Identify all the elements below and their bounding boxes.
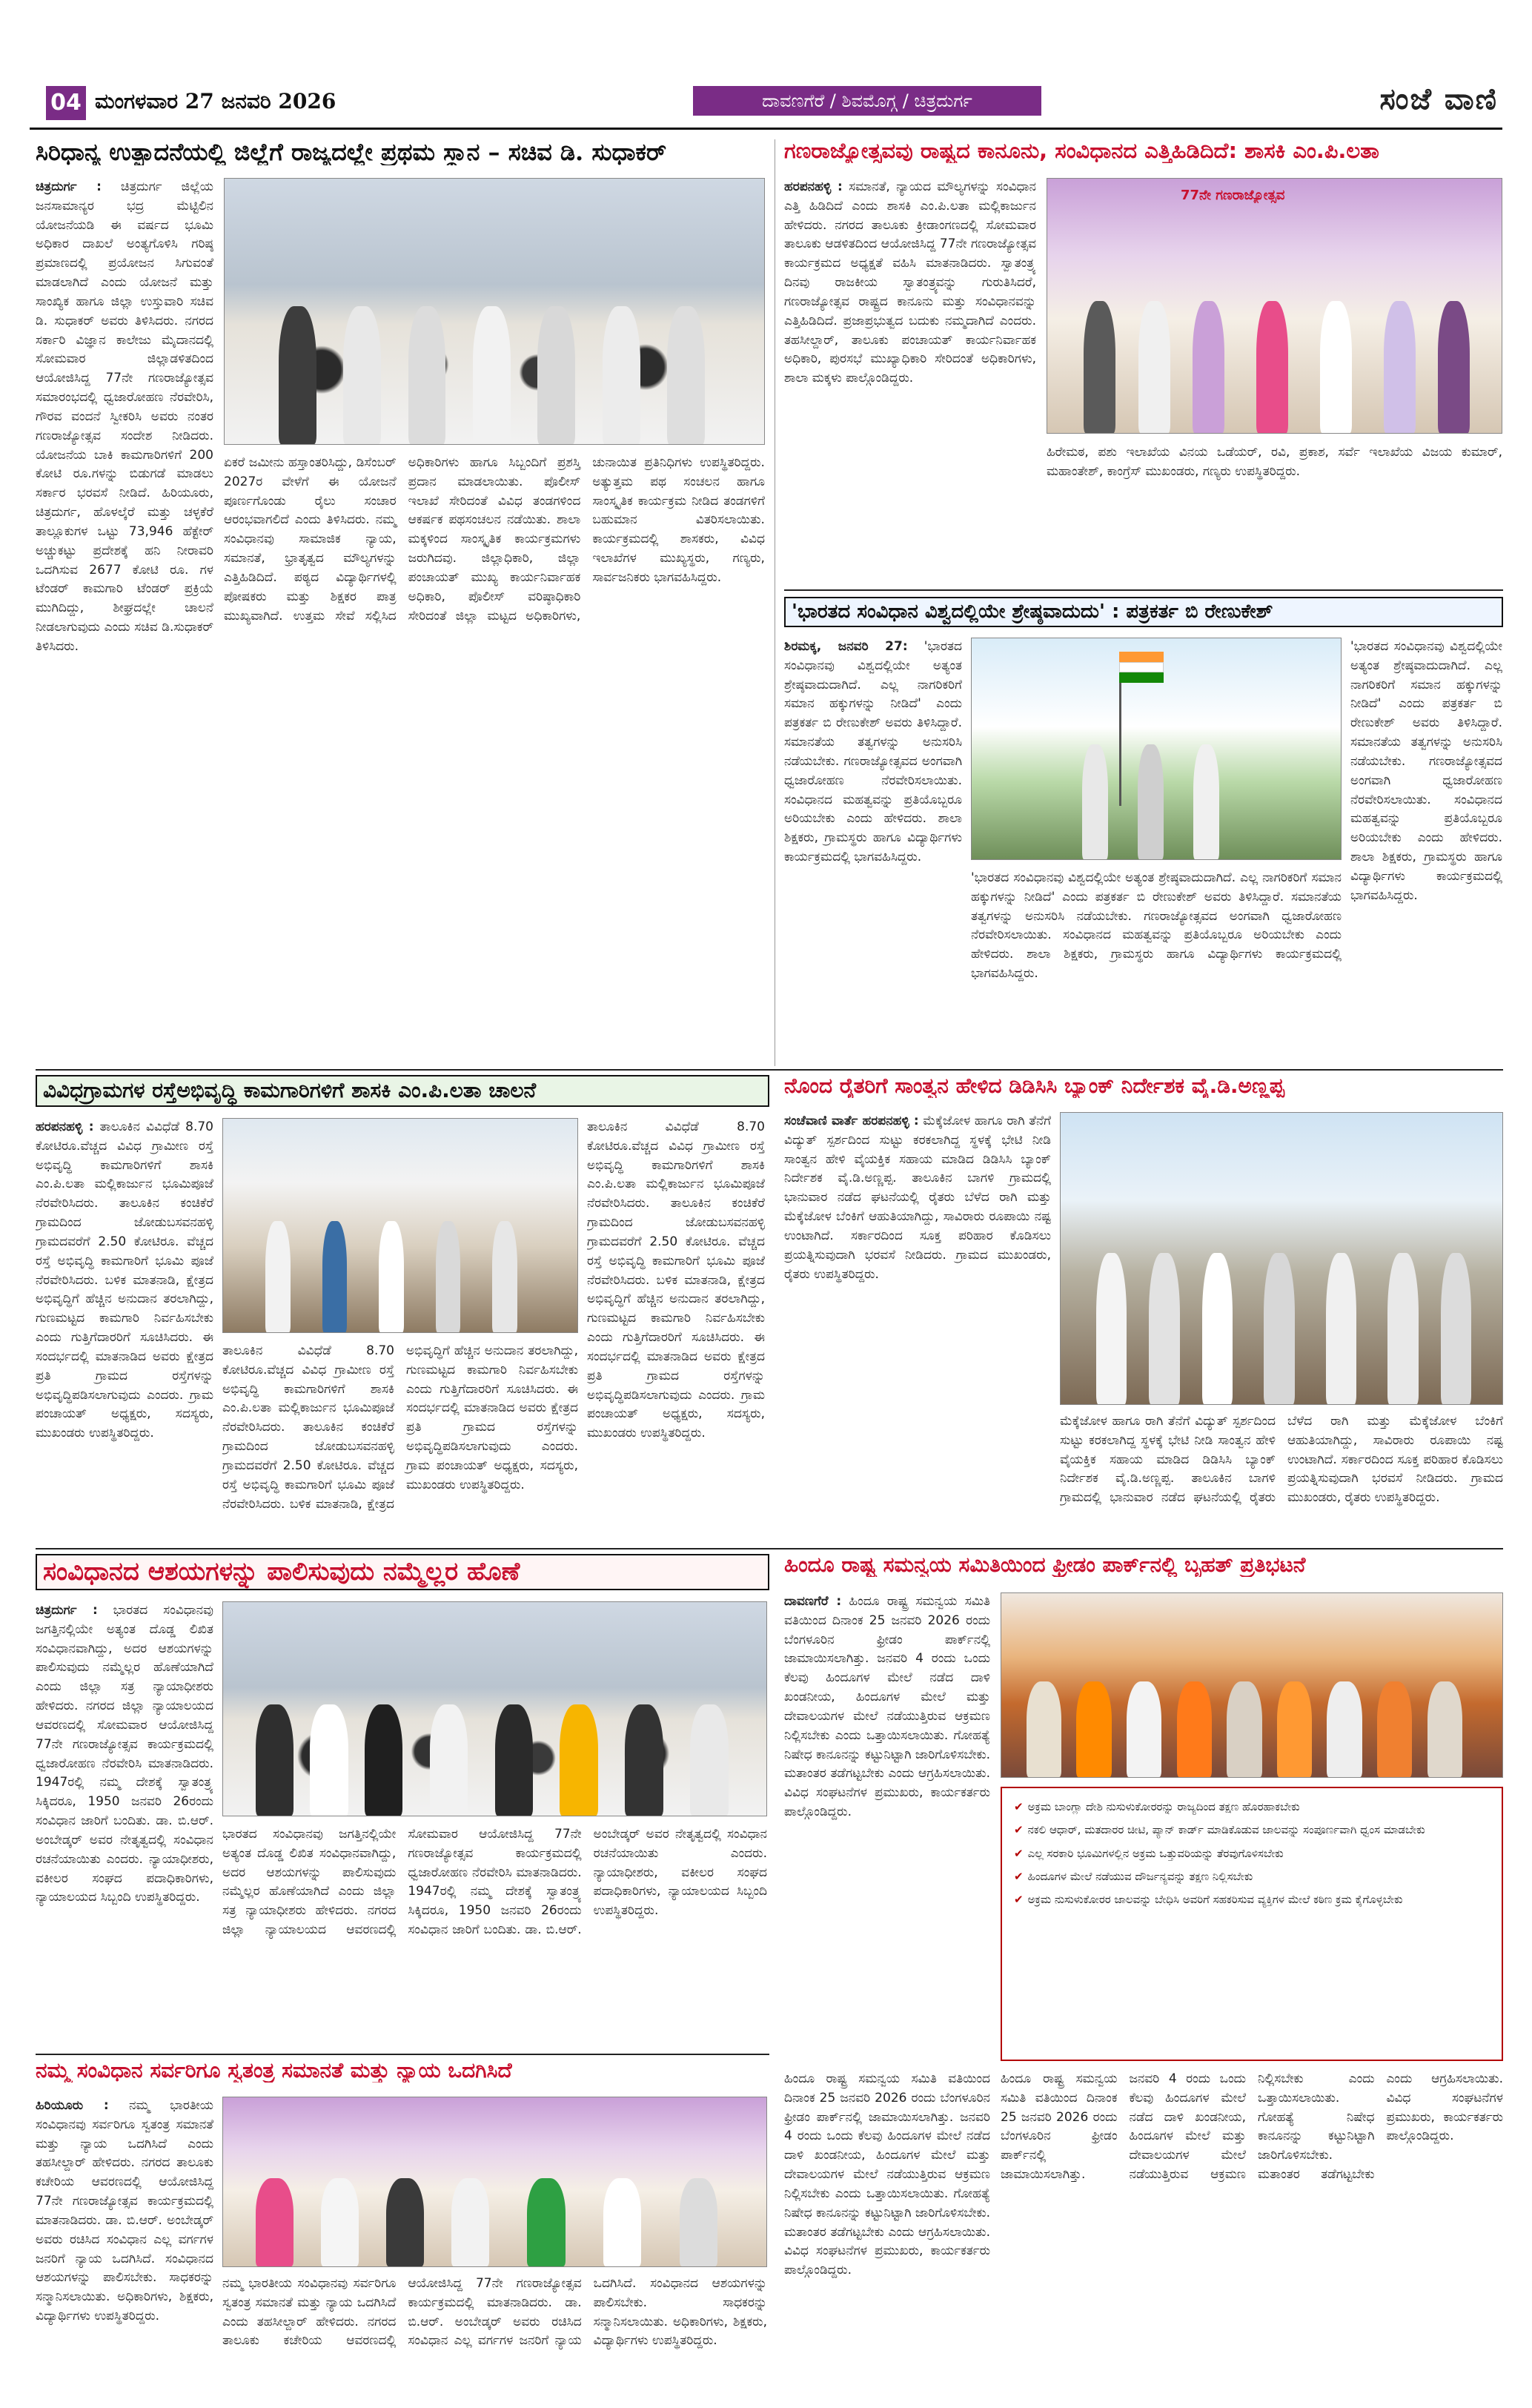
headline-road-works: ವಿವಿಧಗ್ರಾಮಗಳ ರಸ್ತೆಅಭಿವೃದ್ಧಿ ಕಾಮಗಾರಿಗಳಿಗೆ ಶಾಸಕಿ ಎಂ.ಪಿ.ಲತಾ ಚಾಲನೆ [36, 1075, 769, 1107]
article-text: 'ಭಾರತದ ಸಂವಿಧಾನವು ವಿಶ್ವದಲ್ಲಿಯೇ ಅತ್ಯಂತ ಶ್ರೇಷ್ಠವಾದುದಾಗಿದೆ. ಎಲ್ಲ ನಾಗರಿಕರಿಗೆ ಸಮಾನ ಹಕ್ಕುಗಳನ್ನು ನೀಡಿದೆ' ಎಂದು ಪತ್ರಕರ್ತ ಬಿ ರೇಣುಕೇಶ್ ಅವರು ತಿಳಿಸಿದ್ದಾರೆ. ಸಮಾನತೆಯ ತತ್ವಗಳನ್ನು ಅನುಸರಿಸಿ ನಡೆಯಬೇಕು. ಗಣರಾಜ್ಯೋತ್ಸವದ ಅಂಗವಾಗಿ ಧ್ವಜಾರೋಹಣ ನೆರವೇರಿಸಲಾಯಿತು. ಸಂವಿಧಾನದ ಮಹತ್ವವನ್ನು ಪ್ರತಿಯೊಬ್ಬರೂ ಅರಿಯಬೇಕು ಎಂದು ಹೇಳಿದರು. ಶಾಲಾ ಶಿಕ್ಷಕರು, ಗ್ರಾಮಸ್ಥರು ಹಾಗೂ ವಿದ್ಯಾರ್ಥಿಗಳು ಕಾರ್ಯಕ್ರಮದಲ್ಲಿ ಭಾಗವಹಿಸಿದ್ದರು. [784, 639, 962, 865]
headline-freedom-park-protest: ಹಿಂದೂ ರಾಷ್ಟ್ರ ಸಮನ್ವಯ ಸಮಿತಿಯಿಂದ ಫ್ರೀಡಂ ಪಾರ್ಕ್‌ನಲ್ಲಿ ಬೃಹತ್ ಪ್ರತಿಭಟನೆ [784, 1554, 1306, 1577]
article-constitution-ideals-cont: ಭಾರತದ ಸಂವಿಧಾನವು ಜಗತ್ತಿನಲ್ಲಿಯೇ ಅತ್ಯಂತ ದೊಡ್ಡ ಲಿಖಿತ ಸಂವಿಧಾನವಾಗಿದ್ದು, ಅದರ ಆಶಯಗಳನ್ನು ಪಾಲಿಸುವುದು ನಮ್ಮೆಲ್ಲರ ಹೊಣೆಯಾಗಿದೆ ಎಂದು ಜಿಲ್ಲಾ ಸತ್ರ ನ್ಯಾಯಾಧೀಶರು ಹೇಳಿದರು. ನಗರದ ಜಿಲ್ಲಾ ನ್ಯಾಯಾಲಯದ ಆವರಣದಲ್ಲಿ ಸೋಮವಾರ ಆಯೋಜಿಸಿದ್ದ 77ನೇ ಗಣರಾಜ್ಯೋತ್ಸವ ಕಾರ್ಯಕ್ರಮದಲ್ಲಿ ಧ್ವಜಾರೋಹಣ ನೆರವೇರಿಸಿ ಮಾತನಾಡಿದರು. 1947ರಲ್ಲಿ ನಮ್ಮ ದೇಶಕ್ಕೆ ಸ್ವಾತಂತ್ರ್ಯ ಸಿಕ್ಕಿದರೂ, 1950 ಜನವರಿ 26ರಂದು ಸಂವಿಧಾನ ಜಾರಿಗೆ ಬಂದಿತು. ಡಾ. ಬಿ.ಆರ್. ಅಂಬೇಡ್ಕರ್ ಅವರ ನೇತೃತ್ವದಲ್ಲಿ ಸಂವಿಧಾನ ರಚನೆಯಾಯಿತು ಎಂದರು. ನ್ಯಾಯಾಧೀಶರು, ವಕೀಲರ ಸಂಘದ ಪದಾಧಿಕಾರಿಗಳು, ನ್ಯಾಯಾಲಯದ ಸಿಬ್ಬಂದಿ ಉಪಸ್ಥಿತರಿದ್ದರು. [222, 1827, 767, 1938]
article-text: ಸಮಾನತೆ, ನ್ಯಾಯದ ಮೌಲ್ಯಗಳನ್ನು ಸಂವಿಧಾನ ಎತ್ತಿ ಹಿಡಿದಿದೆ ಎಂದು ಶಾಸಕಿ ಎಂ.ಪಿ.ಲತಾ ಮಲ್ಲಿಕಾರ್ಜುನ ಹೇಳಿದರು. ನಗರದ ತಾಲೂಕು ಕ್ರೀಡಾಂಗಣದಲ್ಲಿ ಸೋಮವಾರ ತಾಲೂಕು ಆಡಳಿತದಿಂದ ಆಯೋಜಿಸಿದ್ದ 77ನೇ ಗಣರಾಜ್ಯೋತ್ಸವ ಕಾರ್ಯಕ್ರಮದ ಅಧ್ಯಕ್ಷತೆ ವಹಿಸಿ ಮಾತನಾಡಿದರು. ಸ್ವಾತಂತ್ರ್ಯ ದಿನವು ರಾಜಕೀಯ ಸ್ವಾತಂತ್ರ್ಯವನ್ನು ಗುರುತಿಸಿದರೆ, ಗಣರಾಜ್ಯೋತ್ಸವ ರಾಷ್ಟ್ರದ ಕಾನೂನು ಮತ್ತು ಸಂವಿಧಾನವನ್ನು ಎತ್ತಿಹಿಡಿದಿದೆ. ಪ್ರಜಾಪ್ರಭುತ್ವದ ಬದುಕು ನಮ್ಮದಾಗಿದೆ ಎಂದರು. ತಹಸೀಲ್ದಾರ್, ತಾಲೂಕು ಪಂಚಾಯತ್ ಕಾರ್ಯನಿರ್ವಾಹಕ ಅಧಿಕಾರಿ, ಪುರಸಭೆ ಮುಖ್ಯಾಧಿಕಾರಿ ಸೇರಿದಂತೆ ಅಧಿಕಾರಿಗಳು, ಶಾಲಾ ಮಕ್ಕಳು ಪಾಲ್ಗೊಂಡಿದ್ದರು. [784, 179, 1036, 386]
photo-freedom-park-protest [1001, 1592, 1503, 1778]
protest-demands-box [1001, 1787, 1503, 2061]
article-text: ಚಿತ್ರದುರ್ಗ ಜಿಲ್ಲೆಯ ಜನಸಾಮಾನ್ಯರ ಭದ್ರ ಮೆಟ್ಟಿಲಿನ ಯೋಜನೆಯಡಿ ಈ ವರ್ಷದ ಭೂಮಿ ಅಧಿಕಾರ ದಾಖಲೆ ಅಂತ್ಯಗೊಳಿಸಿ ಗರಿಷ್ಠ ಪ್ರಮಾಣದಲ್ಲಿ ಪ್ರಯೋಜನ ಸಿಗುವಂತೆ ಮಾಡಲಾಗಿದೆ ಎಂದು ಯೋಜನೆ ಮತ್ತು ಸಾಂಖ್ಯಿಕ ಹಾಗೂ ಜಿಲ್ಲಾ ಉಸ್ತುವಾರಿ ಸಚಿವ ಡಿ. ಸುಧಾಕರ್ ಅವರು ತಿಳಿಸಿದರು. ನಗರದ ಸರ್ಕಾರಿ ವಿಜ್ಞಾನ ಕಾಲೇಜು ಮೈದಾನದಲ್ಲಿ ಸೋಮವಾರ ಜಿಲ್ಲಾಡಳಿತದಿಂದ ಆಯೋಜಿಸಿದ್ದ 77ನೇ ಗಣರಾಜ್ಯೋತ್ಸವ ಸಮಾರಂಭದಲ್ಲಿ ಧ್ವಜಾರೋಹಣ ನೆರವೇರಿಸಿ, ಗೌರವ ವಂದನೆ ಸ್ವೀಕರಿಸಿ ಅವರು ನಂತರ ಗಣರಾಜ್ಯೋತ್ಸವ ಸಂದೇಶ ನೀಡಿದರು. ಯೋಜನೆಯ ಬಾಕಿ ಕಾಮಗಾರಿಗಳಿಗೆ 200 ಕೋಟಿ ರೂ.ಗಳನ್ನು ಬಿಡುಗಡೆ ಮಾಡಲು ಸರ್ಕಾರ ಭರವಸೆ ನೀಡಿದೆ. ಹಿರಿಯೂರು, ಚಿತ್ರದುರ್ಗ, ಹೊಳಲ್ಕೆರೆ ಮತ್ತು ಚಳ್ಳಕೆರೆ ತಾಲ್ಲೂಕುಗಳ ಒಟ್ಟು 73,946 ಹೆಕ್ಟೇರ್ ಅಚ್ಚುಕಟ್ಟು ಪ್ರದೇಶಕ್ಕೆ ಹನಿ ನೀರಾವರಿ ಒದಗಿಸುವ 2677 ಕೋಟಿ ರೂ. ಗಳ ಟೆಂಡರ್ ಕಾಮಗಾರಿ ಟೆಂಡರ್ ಪ್ರಕ್ರಿಯೆ ಮುಗಿದಿದ್ದು, ಶೀಘ್ರದಲ್ಲೇ ಚಾಲನೆ ನೀಡಲಾಗುವುದು ಎಂದು ಸಚಿವ ಡಿ.ಸುಧಾಕರ್ ತಿಳಿಸಿದರು. [36, 179, 213, 654]
photo-ministers-saluting [224, 178, 765, 445]
demand-item: ✔ ಹಿಂದೂಗಳ ಮೇಲೆ ನಡೆಯುವ ದೌರ್ಜನ್ಯವನ್ನು ತಕ್ಷಣ ನಿಲ್ಲಿಸಬೇಕು [1014, 1869, 1253, 1883]
article-republic-day-body [784, 178, 1036, 578]
article-text: ಮೆಕ್ಕೆಜೋಳ ಹಾಗೂ ರಾಗಿ ತೆನೆಗೆ ವಿದ್ಯುತ್ ಸ್ಪರ್ಶದಿಂದ ಸುಟ್ಟು ಕರಕಲಾಗಿದ್ದ ಸ್ಥಳಕ್ಕೆ ಭೇಟಿ ನೀಡಿ ಸಾಂತ್ವನ ಹೇಳಿ ವೈಯಕ್ತಿಕ ಸಹಾಯ ಮಾಡಿದ ಡಿಡಿಸಿಸಿ ಬ್ಯಾಂಕ್ ನಿರ್ದೇಶಕ ವೈ.ಡಿ.ಅಣ್ಣಪ್ಪ. ತಾಲೂಕಿನ ಬಾಗಳಿ ಗ್ರಾಮದಲ್ಲಿ ಭಾನುವಾರ ನಡೆದ ಘಟನೆಯಲ್ಲಿ ರೈತರು ಬೆಳೆದ ರಾಗಿ ಮತ್ತು ಮೆಕ್ಕೆಜೋಳ ಬೆಂಕಿಗೆ ಆಹುತಿಯಾಗಿದ್ದು, ಸಾವಿರಾರು ರೂಪಾಯಿ ನಷ್ಟ ಉಂಟಾಗಿದೆ. ಸರ್ಕಾರದಿಂದ ಸೂಕ್ತ ಪರಿಹಾರ ಕೊಡಿಸಲು ಪ್ರಯತ್ನಿಸುವುದಾಗಿ ಭರವಸೆ ನೀಡಿದರು. ಗ್ರಾಮದ ಮುಖಂಡರು, ರೈತರು ಉಪಸ್ಥಿತರಿದ್ದರು. [784, 1114, 1051, 1282]
dateline: ಹರಪನಹಳ್ಳಿ : [36, 1119, 94, 1134]
dateline: ಹಿರಿಯೂರು : [36, 2098, 109, 2113]
article-constitution-journalist-cont2: 'ಭಾರತದ ಸಂವಿಧಾನವು ವಿಶ್ವದಲ್ಲಿಯೇ ಅತ್ಯಂತ ಶ್ರೇಷ್ಠವಾದುದಾಗಿದೆ. ಎಲ್ಲ ನಾಗರಿಕರಿಗೆ ಸಮಾನ ಹಕ್ಕುಗಳನ್ನು ನೀಡಿದೆ' ಎಂದು ಪತ್ರಕರ್ತ ಬಿ ರೇಣುಕೇಶ್ ಅವರು ತಿಳಿಸಿದ್ದಾರೆ. ಸಮಾನತೆಯ ತತ್ವಗಳನ್ನು ಅನುಸರಿಸಿ ನಡೆಯಬೇಕು. ಗಣರಾಜ್ಯೋತ್ಸವದ ಅಂಗವಾಗಿ ಧ್ವಜಾರೋಹಣ ನೆರವೇರಿಸಲಾಯಿತು. ಸಂವಿಧಾನದ ಮಹತ್ವವನ್ನು ಪ್ರತಿಯೊಬ್ಬರೂ ಅರಿಯಬೇಕು ಎಂದು ಹೇಳಿದರು. ಶಾಲಾ ಶಿಕ್ಷಕರು, ಗ್ರಾಮಸ್ಥರು ಹಾಗೂ ವಿದ್ಯಾರ್ಥಿಗಳು ಕಾರ್ಯಕ್ರಮದಲ್ಲಿ ಭಾಗವಹಿಸಿದ್ದರು. [971, 870, 1342, 982]
article-text: ಭಾರತದ ಸಂವಿಧಾನವು ಜಗತ್ತಿನಲ್ಲಿಯೇ ಅತ್ಯಂತ ದೊಡ್ಡ ಲಿಖಿತ ಸಂವಿಧಾನವಾಗಿದ್ದು, ಅದರ ಆಶಯಗಳನ್ನು ಪಾಲಿಸುವುದು ನಮ್ಮೆಲ್ಲರ ಹೊಣೆಯಾಗಿದೆ ಎಂದು ಜಿಲ್ಲಾ ಸತ್ರ ನ್ಯಾಯಾಧೀಶರು ಹೇಳಿದರು. ನಗರದ ಜಿಲ್ಲಾ ನ್ಯಾಯಾಲಯದ ಆವರಣದಲ್ಲಿ ಸೋಮವಾರ ಆಯೋಜಿಸಿದ್ದ 77ನೇ ಗಣರಾಜ್ಯೋತ್ಸವ ಕಾರ್ಯಕ್ರಮದಲ್ಲಿ ಧ್ವಜಾರೋಹಣ ನೆರವೇರಿಸಿ ಮಾತನಾಡಿದರು. 1947ರಲ್ಲಿ ನಮ್ಮ ದೇಶಕ್ಕೆ ಸ್ವಾತಂತ್ರ್ಯ ಸಿಕ್ಕಿದರೂ, 1950 ಜನವರಿ 26ರಂದು ಸಂವಿಧಾನ ಜಾರಿಗೆ ಬಂದಿತು. ಡಾ. ಬಿ.ಆರ್. ಅಂಬೇಡ್ಕರ್ ಅವರ ನೇತೃತ್ವದಲ್ಲಿ ಸಂವಿಧಾನ ರಚನೆಯಾಯಿತು ಎಂದರು. ನ್ಯಾಯಾಧೀಶರು, ವಕೀಲರ ಸಂಘದ ಪದಾಧಿಕಾರಿಗಳು, ನ್ಯಾಯಾಲಯದ ಸಿಬ್ಬಂದಿ ಉಪಸ್ಥಿತರಿದ್ದರು. [36, 1603, 213, 1905]
dateline: ಚಿತ್ರದುರ್ಗ : [36, 179, 102, 194]
headline-constitution-equality: ನಮ್ಮ ಸಂವಿಧಾನ ಸರ್ವರಿಗೂ ಸ್ವತಂತ್ರ ಸಮಾನತೆ ಮತ್ತು ನ್ಯಾಯ ಒದಗಿಸಿದೆ [36, 2060, 512, 2083]
demand-item: ✔ ಅಕ್ರಮ ನುಸುಳುಕೋರರ ಜಾಲವನ್ನು ಬೇಧಿಸಿ ಅವರಿಗೆ ಸಹಕರಿಸುವ ವ್ಯಕ್ತಿಗಳ ಮೇಲೆ ಕಠಿಣ ಕ್ರಮ ಕೈಗೊಳ್ಳಬೇಕು [1014, 1893, 1403, 1906]
page-number: 04 [46, 86, 86, 120]
photo-flag-hoisting [971, 638, 1342, 860]
article-constitution-ideals-body [36, 1601, 213, 2046]
article-text: ತಾಲೂಕಿನ ವಿವಿಧೆಡೆ 8.70 ಕೋಟಿರೂ.ವೆಚ್ಚದ ವಿವಿಧ ಗ್ರಾಮೀಣ ರಸ್ತೆ ಅಭಿವೃದ್ಧಿ ಕಾಮಗಾರಿಗಳಿಗೆ ಶಾಸಕಿ ಎಂ.ಪಿ.ಲತಾ ಮಲ್ಲಿಕಾರ್ಜುನ ಭೂಮಿಪೂಜೆ ನೆರವೇರಿಸಿದರು. ತಾಲೂಕಿನ ಕಂಚಿಕೆರೆ ಗ್ರಾಮದಿಂದ ಜೋಡುಬಸವನಹಳ್ಳಿ ಗ್ರಾಮದವರೆಗೆ 2.50 ಕೋಟಿರೂ. ವೆಚ್ಚದ ರಸ್ತೆ ಅಭಿವೃದ್ಧಿ ಕಾಮಗಾರಿಗೆ ಭೂಮಿ ಪೂಜೆ ನೆರವೇರಿಸಿದರು. ಬಳಿಕ ಮಾತನಾಡಿ, ಕ್ಷೇತ್ರದ ಅಭಿವೃದ್ಧಿಗೆ ಹೆಚ್ಚಿನ ಅನುದಾನ ತರಲಾಗಿದ್ದು, ಗುಣಮಟ್ಟದ ಕಾಮಗಾರಿ ನಿರ್ವಹಿಸಬೇಕು ಎಂದು ಗುತ್ತಿಗೆದಾರರಿಗೆ ಸೂಚಿಸಿದರು. ಈ ಸಂದರ್ಭದಲ್ಲಿ ಮಾತನಾಡಿದ ಅವರು ಕ್ಷೇತ್ರದ ಪ್ರತಿ ಗ್ರಾಮದ ರಸ್ತೆಗಳನ್ನು ಅಭಿವೃದ್ಧಿಪಡಿಸಲಾಗುವುದು ಎಂದರು. ಗ್ರಾಮ ಪಂಚಾಯತ್ ಅಧ್ಯಕ್ಷರು, ಸದಸ್ಯರು, ಮುಖಂಡರು ಉಪಸ್ಥಿತರಿದ್ದರು. [36, 1119, 213, 1441]
article-millets-body-left [36, 178, 213, 993]
dateline: ಹರಪನಹಳ್ಳಿ : [784, 179, 843, 194]
brand-logo [1380, 82, 1499, 116]
article-text: ನಮ್ಮ ಭಾರತೀಯ ಸಂವಿಧಾನವು ಸರ್ವರಿಗೂ ಸ್ವತಂತ್ರ ಸಮಾನತೆ ಮತ್ತು ನ್ಯಾಯ ಒದಗಿಸಿದೆ ಎಂದು ತಹಸೀಲ್ದಾರ್ ಹೇಳಿದರು. ನಗರದ ತಾಲೂಕು ಕಚೇರಿಯ ಆವರಣದಲ್ಲಿ ಆಯೋಜಿಸಿದ್ದ 77ನೇ ಗಣರಾಜ್ಯೋತ್ಸವ ಕಾರ್ಯಕ್ರಮದಲ್ಲಿ ಮಾತನಾಡಿದರು. ಡಾ. ಬಿ.ಆರ್. ಅಂಬೇಡ್ಕರ್ ಅವರು ರಚಿಸಿದ ಸಂವಿಧಾನ ಎಲ್ಲ ವರ್ಗಗಳ ಜನರಿಗೆ ನ್ಯಾಯ ಒದಗಿಸಿದೆ. ಸಂವಿಧಾನದ ಆಶಯಗಳನ್ನು ಪಾಲಿಸಬೇಕು. ಸಾಧಕರನ್ನು ಸನ್ಮಾನಿಸಲಾಯಿತು. ಅಧಿಕಾರಿಗಳು, ಶಿಕ್ಷಕರು, ವಿದ್ಯಾರ್ಥಿಗಳು ಉಪಸ್ಥಿತರಿದ್ದರು. [36, 2098, 213, 2324]
demand-item: ✔ ಎಲ್ಲ ಸರಕಾರಿ ಭೂಮಿಗಳಲ್ಲಿನ ಅಕ್ರಮ ಒತ್ತುವರಿಯನ್ನು ತೆರವುಗೊಳಿಸಬೇಕು [1014, 1846, 1284, 1860]
article-protest-cont: ಹಿಂದೂ ರಾಷ್ಟ್ರ ಸಮನ್ವಯ ಸಮಿತಿ ವತಿಯಿಂದ ದಿನಾಂಕ 25 ಜನವರಿ 2026 ರಂದು ಬೆಂಗಳೂರಿನ ಫ್ರೀಡಂ ಪಾರ್ಕ್‌ನಲ್ಲಿ ಜಾಮಾಯಿಸಲಾಗಿತ್ತು. ಜನವರಿ 4 ರಂದು ಒಂದು ಕೆಲವು ಹಿಂದೂಗಳ ಮೇಲೆ ನಡೆದ ದಾಳಿ ಖಂಡನೀಯ, ಹಿಂದೂಗಳ ಮೇಲೆ ಮತ್ತು ದೇವಾಲಯಗಳ ಮೇಲೆ ನಡೆಯುತ್ತಿರುವ ಆಕ್ರಮಣ ನಿಲ್ಲಿಸಬೇಕು ಎಂದು ಒತ್ತಾಯಿಸಲಾಯಿತು. ಗೋಹತ್ಯೆ ನಿಷೇಧ ಕಾನೂನನ್ನು ಕಟ್ಟುನಿಟ್ಟಾಗಿ ಜಾರಿಗೊಳಿಸಬೇಕು. ಮತಾಂತರ ತಡೆಗಟ್ಟಬೇಕು ಎಂದು ಆಗ್ರಹಿಸಲಾಯಿತು. ವಿವಿಧ ಸಂಘಟನೆಗಳ ಪ್ರಮುಖರು, ಕಾರ್ಯಕರ್ತರು ಪಾಲ್ಗೊಂಡಿದ್ದರು. [1001, 2071, 1503, 2183]
photo-burnt-crop-field [1060, 1112, 1503, 1405]
headline-farmers-consoled: ನೊಂದ ರೈತರಿಗೆ ಸಾಂತ್ವನ ಹೇಳಿದ ಡಿಡಿಸಿಸಿ ಬ್ಯಾಂಕ್ ನಿರ್ದೇಶಕ ವೈ.ಡಿ.ಅಣ್ಣಪ್ಪ [784, 1075, 1284, 1098]
article-equality-cont: ನಮ್ಮ ಭಾರತೀಯ ಸಂವಿಧಾನವು ಸರ್ವರಿಗೂ ಸ್ವತಂತ್ರ ಸಮಾನತೆ ಮತ್ತು ನ್ಯಾಯ ಒದಗಿಸಿದೆ ಎಂದು ತಹಸೀಲ್ದಾರ್ ಹೇಳಿದರು. ನಗರದ ತಾಲೂಕು ಕಚೇರಿಯ ಆವರಣದಲ್ಲಿ ಆಯೋಜಿಸಿದ್ದ 77ನೇ ಗಣರಾಜ್ಯೋತ್ಸವ ಕಾರ್ಯಕ್ರಮದಲ್ಲಿ ಮಾತನಾಡಿದರು. ಡಾ. ಬಿ.ಆರ್. ಅಂಬೇಡ್ಕರ್ ಅವರು ರಚಿಸಿದ ಸಂವಿಧಾನ ಎಲ್ಲ ವರ್ಗಗಳ ಜನರಿಗೆ ನ್ಯಾಯ ಒದಗಿಸಿದೆ. ಸಂವಿಧಾನದ ಆಶಯಗಳನ್ನು ಪಾಲಿಸಬೇಕು. ಸಾಧಕರನ್ನು ಸನ್ಮಾನಿಸಲಾಯಿತು. ಅಧಿಕಾರಿಗಳು, ಶಿಕ್ಷಕರು, ವಿದ್ಯಾರ್ಥಿಗಳು ಉಪಸ್ಥಿತರಿದ್ದರು. [222, 2276, 767, 2349]
headline-constitution-ideals: ಸಂವಿಧಾನದ ಆಶಯಗಳನ್ನು ಪಾಲಿಸುವುದು ನಮ್ಮೆಲ್ಲರ ಹೊಣೆ [36, 1554, 769, 1590]
photo-court-republic-day [222, 1601, 767, 1816]
article-protest-cont2: ಹಿಂದೂ ರಾಷ್ಟ್ರ ಸಮನ್ವಯ ಸಮಿತಿ ವತಿಯಿಂದ ದಿನಾಂಕ 25 ಜನವರಿ 2026 ರಂದು ಬೆಂಗಳೂರಿನ ಫ್ರೀಡಂ ಪಾರ್ಕ್‌ನಲ್ಲಿ ಜಾಮಾಯಿಸಲಾಗಿತ್ತು. ಜನವರಿ 4 ರಂದು ಒಂದು ಕೆಲವು ಹಿಂದೂಗಳ ಮೇಲೆ ನಡೆದ ದಾಳಿ ಖಂಡನೀಯ, ಹಿಂದೂಗಳ ಮೇಲೆ ಮತ್ತು ದೇವಾಲಯಗಳ ಮೇಲೆ ನಡೆಯುತ್ತಿರುವ ಆಕ್ರಮಣ ನಿಲ್ಲಿಸಬೇಕು ಎಂದು ಒತ್ತಾಯಿಸಲಾಯಿತು. ಗೋಹತ್ಯೆ ನಿಷೇಧ ಕಾನೂನನ್ನು ಕಟ್ಟುನಿಟ್ಟಾಗಿ ಜಾರಿಗೊಳಿಸಬೇಕು. ಮತಾಂತರ ತಡೆಗಟ್ಟಬೇಕು ಎಂದು ಆಗ್ರಹಿಸಲಾಯಿತು. ವಿವಿಧ ಸಂಘಟನೆಗಳ ಪ್ರಮುಖರು, ಕಾರ್ಯಕರ್ತರು ಪಾಲ್ಗೊಂಡಿದ್ದರು. [784, 2071, 990, 2278]
brand-name: ಸಂಜೆ ವಾಣಿ [1379, 82, 1498, 116]
article-equality-body [36, 2097, 213, 2396]
article-protest-body [784, 1592, 990, 2060]
article-road-works-cont2: ತಾಲೂಕಿನ ವಿವಿಧೆಡೆ 8.70 ಕೋಟಿರೂ.ವೆಚ್ಚದ ವಿವಿಧ ಗ್ರಾಮೀಣ ರಸ್ತೆ ಅಭಿವೃದ್ಧಿ ಕಾಮಗಾರಿಗಳಿಗೆ ಶಾಸಕಿ ಎಂ.ಪಿ.ಲತಾ ಮಲ್ಲಿಕಾರ್ಜುನ ಭೂಮಿಪೂಜೆ ನೆರವೇರಿಸಿದರು. ತಾಲೂಕಿನ ಕಂಚಿಕೆರೆ ಗ್ರಾಮದಿಂದ ಜೋಡುಬಸವನಹಳ್ಳಿ ಗ್ರಾಮದವರೆಗೆ 2.50 ಕೋಟಿರೂ. ವೆಚ್ಚದ ರಸ್ತೆ ಅಭಿವೃದ್ಧಿ ಕಾಮಗಾರಿಗೆ ಭೂಮಿ ಪೂಜೆ ನೆರವೇರಿಸಿದರು. ಬಳಿಕ ಮಾತನಾಡಿ, ಕ್ಷೇತ್ರದ ಅಭಿವೃದ್ಧಿಗೆ ಹೆಚ್ಚಿನ ಅನುದಾನ ತರಲಾಗಿದ್ದು, ಗುಣಮಟ್ಟದ ಕಾಮಗಾರಿ ನಿರ್ವಹಿಸಬೇಕು ಎಂದು ಗುತ್ತಿಗೆದಾರರಿಗೆ ಸೂಚಿಸಿದರು. ಈ ಸಂದರ್ಭದಲ್ಲಿ ಮಾತನಾಡಿದ ಅವರು ಕ್ಷೇತ್ರದ ಪ್ರತಿ ಗ್ರಾಮದ ರಸ್ತೆಗಳನ್ನು ಅಭಿವೃದ್ಧಿಪಡಿಸಲಾಗುವುದು ಎಂದರು. ಗ್ರಾಮ ಪಂಚಾಯತ್ ಅಧ್ಯಕ್ಷರು, ಸದಸ್ಯರು, ಮುಖಂಡರು ಉಪಸ್ಥಿತರಿದ್ದರು. [222, 1343, 578, 1512]
masthead [30, 82, 1502, 122]
dateline: ಶಿರಮಕ್ಕ, ಜನವರಿ 27: [784, 639, 908, 654]
section-rule [36, 1069, 1503, 1071]
photo-republic-day-stage [1047, 178, 1502, 434]
dateline: ದಾವಣಗೆರೆ : [784, 1594, 842, 1609]
photo-caption-republic-day: ಹಿರೇಮಠ, ಪಶು ಇಲಾಖೆಯ ವಿನಯ ಒಡೆಯರ್, ರವಿ, ಪ್ರಕಾಶ, ಸರ್ವೆ ಇಲಾಖೆಯ ವಿಜಯ ಕುಮಾರ್, ಮಹಾಂತೇಶ್, ಕಾಂಗ್ರೆಸ್ ಮುಖಂಡರು, ಗಣ್ಯರು ಉಪಸ್ಥಿತರಿದ್ದರು. [1047, 445, 1502, 479]
article-road-works-body [36, 1118, 213, 1541]
article-road-works-cont: ತಾಲೂಕಿನ ವಿವಿಧೆಡೆ 8.70 ಕೋಟಿರೂ.ವೆಚ್ಚದ ವಿವಿಧ ಗ್ರಾಮೀಣ ರಸ್ತೆ ಅಭಿವೃದ್ಧಿ ಕಾಮಗಾರಿಗಳಿಗೆ ಶಾಸಕಿ ಎಂ.ಪಿ.ಲತಾ ಮಲ್ಲಿಕಾರ್ಜುನ ಭೂಮಿಪೂಜೆ ನೆರವೇರಿಸಿದರು. ತಾಲೂಕಿನ ಕಂಚಿಕೆರೆ ಗ್ರಾಮದಿಂದ ಜೋಡುಬಸವನಹಳ್ಳಿ ಗ್ರಾಮದವರೆಗೆ 2.50 ಕೋಟಿರೂ. ವೆಚ್ಚದ ರಸ್ತೆ ಅಭಿವೃದ್ಧಿ ಕಾಮಗಾರಿಗೆ ಭೂಮಿ ಪೂಜೆ ನೆರವೇರಿಸಿದರು. ಬಳಿಕ ಮಾತನಾಡಿ, ಕ್ಷೇತ್ರದ ಅಭಿವೃದ್ಧಿಗೆ ಹೆಚ್ಚಿನ ಅನುದಾನ ತರಲಾಗಿದ್ದು, ಗುಣಮಟ್ಟದ ಕಾಮಗಾರಿ ನಿರ್ವಹಿಸಬೇಕು ಎಂದು ಗುತ್ತಿಗೆದಾರರಿಗೆ ಸೂಚಿಸಿದರು. ಈ ಸಂದರ್ಭದಲ್ಲಿ ಮಾತನಾಡಿದ ಅವರು ಕ್ಷೇತ್ರದ ಪ್ರತಿ ಗ್ರಾಮದ ರಸ್ತೆಗಳನ್ನು ಅಭಿವೃದ್ಧಿಪಡಿಸಲಾಗುವುದು ಎಂದರು. ಗ್ರಾಮ ಪಂಚಾಯತ್ ಅಧ್ಯಕ್ಷರು, ಸದಸ್ಯರು, ಮುಖಂಡರು ಉಪಸ್ಥಿತರಿದ್ದರು. [587, 1119, 765, 1441]
article-farmers-cont: ಮೆಕ್ಕೆಜೋಳ ಹಾಗೂ ರಾಗಿ ತೆನೆಗೆ ವಿದ್ಯುತ್ ಸ್ಪರ್ಶದಿಂದ ಸುಟ್ಟು ಕರಕಲಾಗಿದ್ದ ಸ್ಥಳಕ್ಕೆ ಭೇಟಿ ನೀಡಿ ಸಾಂತ್ವನ ಹೇಳಿ ವೈಯಕ್ತಿಕ ಸಹಾಯ ಮಾಡಿದ ಡಿಡಿಸಿಸಿ ಬ್ಯಾಂಕ್ ನಿರ್ದೇಶಕ ವೈ.ಡಿ.ಅಣ್ಣಪ್ಪ. ತಾಲೂಕಿನ ಬಾಗಳಿ ಗ್ರಾಮದಲ್ಲಿ ಭಾನುವಾರ ನಡೆದ ಘಟನೆಯಲ್ಲಿ ರೈತರು ಬೆಳೆದ ರಾಗಿ ಮತ್ತು ಮೆಕ್ಕೆಜೋಳ ಬೆಂಕಿಗೆ ಆಹುತಿಯಾಗಿದ್ದು, ಸಾವಿರಾರು ರೂಪಾಯಿ ನಷ್ಟ ಉಂಟಾಗಿದೆ. ಸರ್ಕಾರದಿಂದ ಸೂಕ್ತ ಪರಿಹಾರ ಕೊಡಿಸಲು ಪ್ರಯತ್ನಿಸುವುದಾಗಿ ಭರವಸೆ ನೀಡಿದರು. ಗ್ರಾಮದ ಮುಖಂಡರು, ರೈತರು ಉಪಸ್ಥಿತರಿದ್ದರು. [1060, 1414, 1503, 1506]
demand-item: ✔ ಅಕ್ರಮ ಬಾಂಗ್ಲಾ ದೇಶಿ ನುಸುಳುಕೋರರನ್ನು ರಾಜ್ಯದಿಂದ ತಕ್ಷಣ ಹೊರಹಾಕಬೇಕು [1014, 1800, 1300, 1813]
dateline: ಸಂಚೆವಾಣಿ ವಾರ್ತೆ ಹರಪನಹಳ್ಳಿ : [784, 1114, 919, 1128]
article-millets-body-right: ಏಕರೆ ಜಮೀನು ಹಸ್ತಾಂತರಿಸಿದ್ದು, ಡಿಸೆಂಬರ್ 2027ರ ವೇಳೆಗೆ ಈ ಯೋಜನೆ ಪೂರ್ಣಗೊಂಡು ರೈಲು ಸಂಚಾರ ಆರಂಭವಾಗಲಿದೆ ಎಂದು ತಿಳಿಸಿದರು. ನಮ್ಮ ಸಂವಿಧಾನವು ಸಾಮಾಜಿಕ ನ್ಯಾಯ, ಸಮಾನತೆ, ಭ್ರಾತೃತ್ವದ ಮೌಲ್ಯಗಳನ್ನು ಎತ್ತಿಹಿಡಿದಿದೆ. ಪಠ್ಯದ ವಿದ್ಯಾರ್ಥಿಗಳಲ್ಲಿ ಪೋಷಕರು ಮತ್ತು ಶಿಕ್ಷಕರ ಪಾತ್ರ ಮುಖ್ಯವಾಗಿದೆ. ಉತ್ತಮ ಸೇವೆ ಸಲ್ಲಿಸಿದ ಅಧಿಕಾರಿಗಳು ಹಾಗೂ ಸಿಬ್ಬಂದಿಗೆ ಪ್ರಶಸ್ತಿ ಪ್ರದಾನ ಮಾಡಲಾಯಿತು. ಪೊಲೀಸ್ ಇಲಾಖೆ ಸೇರಿದಂತೆ ವಿವಿಧ ತಂಡಗಳಿಂದ ಆಕರ್ಷಕ ಪಥಸಂಚಲನ ನಡೆಯಿತು. ಶಾಲಾ ಮಕ್ಕಳಿಂದ ಸಾಂಸ್ಕೃತಿಕ ಕಾರ್ಯಕ್ರಮಗಳು ಜರುಗಿದವು. ಜಿಲ್ಲಾಧಿಕಾರಿ, ಜಿಲ್ಲಾ ಪಂಚಾಯತ್ ಮುಖ್ಯ ಕಾರ್ಯನಿರ್ವಾಹಕ ಅಧಿಕಾರಿ, ಪೊಲೀಸ್ ವರಿಷ್ಠಾಧಿಕಾರಿ ಸೇರಿದಂತೆ ಜಿಲ್ಲಾ ಮಟ್ಟದ ಅಧಿಕಾರಿಗಳು, ಚುನಾಯಿತ ಪ್ರತಿನಿಧಿಗಳು ಉಪಸ್ಥಿತರಿದ್ದರು. ಅತ್ಯುತ್ತಮ ಪಥ ಸಂಚಲನ ಹಾಗೂ ಸಾಂಸ್ಕೃತಿಕ ಕಾರ್ಯಕ್ರಮ ನೀಡಿದ ತಂಡಗಳಿಗೆ ಬಹುಮಾನ ವಿತರಿಸಲಾಯಿತು. ಕಾರ್ಯಕ್ರಮದಲ್ಲಿ ಶಾಸಕರು, ವಿವಿಧ ಇಲಾಖೆಗಳ ಮುಖ್ಯಸ್ಥರು, ಗಣ್ಯರು, ಸಾರ್ವಜನಿಕರು ಭಾಗವಹಿಸಿದ್ದರು. [224, 455, 765, 624]
dateline: ಚಿತ್ರದುರ್ಗ : [36, 1603, 98, 1618]
edition-pill: ದಾವಣಗೆರೆ / ಶಿವಮೊಗ್ಗ / ಚಿತ್ರದುರ್ಗ [693, 86, 1041, 116]
photo-taluk-office-republic-day [222, 2097, 767, 2267]
article-text: ಹಿಂದೂ ರಾಷ್ಟ್ರ ಸಮನ್ವಯ ಸಮಿತಿ ವತಿಯಿಂದ ದಿನಾಂಕ 25 ಜನವರಿ 2026 ರಂದು ಬೆಂಗಳೂರಿನ ಫ್ರೀಡಂ ಪಾರ್ಕ್‌ನಲ್ಲಿ ಜಾಮಾಯಿಸಲಾಗಿತ್ತು. ಜನವರಿ 4 ರಂದು ಒಂದು ಕೆಲವು ಹಿಂದೂಗಳ ಮೇಲೆ ನಡೆದ ದಾಳಿ ಖಂಡನೀಯ, ಹಿಂದೂಗಳ ಮೇಲೆ ಮತ್ತು ದೇವಾಲಯಗಳ ಮೇಲೆ ನಡೆಯುತ್ತಿರುವ ಆಕ್ರಮಣ ನಿಲ್ಲಿಸಬೇಕು ಎಂದು ಒತ್ತಾಯಿಸಲಾಯಿತು. ಗೋಹತ್ಯೆ ನಿಷೇಧ ಕಾನೂನನ್ನು ಕಟ್ಟುನಿಟ್ಟಾಗಿ ಜಾರಿಗೊಳಿಸಬೇಕು. ಮತಾಂತರ ತಡೆಗಟ್ಟಬೇಕು ಎಂದು ಆಗ್ರಹಿಸಲಾಯಿತು. ವಿವಿಧ ಸಂಘಟನೆಗಳ ಪ್ರಮುಖರು, ಕಾರ್ಯಕರ್ತರು ಪಾಲ್ಗೊಂಡಿದ್ದರು. [784, 1594, 990, 1820]
article-constitution-journalist-cont: 'ಭಾರತದ ಸಂವಿಧಾನವು ವಿಶ್ವದಲ್ಲಿಯೇ ಅತ್ಯಂತ ಶ್ರೇಷ್ಠವಾದುದಾಗಿದೆ. ಎಲ್ಲ ನಾಗರಿಕರಿಗೆ ಸಮಾನ ಹಕ್ಕುಗಳನ್ನು ನೀಡಿದೆ' ಎಂದು ಪತ್ರಕರ್ತ ಬಿ ರೇಣುಕೇಶ್ ಅವರು ತಿಳಿಸಿದ್ದಾರೆ. ಸಮಾನತೆಯ ತತ್ವಗಳನ್ನು ಅನುಸರಿಸಿ ನಡೆಯಬೇಕು. ಗಣರಾಜ್ಯೋತ್ಸವದ ಅಂಗವಾಗಿ ಧ್ವಜಾರೋಹಣ ನೆರವೇರಿಸಲಾಯಿತು. ಸಂವಿಧಾನದ ಮಹತ್ವವನ್ನು ಪ್ರತಿಯೊಬ್ಬರೂ ಅರಿಯಬೇಕು ಎಂದು ಹೇಳಿದರು. ಶಾಲಾ ಶಿಕ್ಷಕರು, ಗ್ರಾಮಸ್ಥರು ಹಾಗೂ ವಿದ್ಯಾರ್ಥಿಗಳು ಕಾರ್ಯಕ್ರಮದಲ್ಲಿ ಭಾಗವಹಿಸಿದ್ದರು. [1350, 639, 1502, 903]
headline-republic-day-mla: ಗಣರಾಜ್ಯೋತ್ಸವವು ರಾಷ್ಟ್ರದ ಕಾನೂನು, ಸಂವಿಧಾನದ ಎತ್ತಿಹಿಡಿದಿದೆ: ಶಾಸಕಿ ಎಂ.ಪಿ.ಲತಾ [784, 139, 1379, 163]
section-rule [784, 589, 1503, 591]
article-constitution-journalist-body [784, 638, 962, 1068]
section-rule [36, 2054, 769, 2055]
stage-banner: 77ನೇ ಗಣರಾಜ್ಯೋತ್ಸವ [1181, 188, 1285, 203]
demand-item: ✔ ನಕಲಿ ಆಧಾರ್, ಮತದಾರರ ಚೀಟಿ, ಪ್ಯಾನ್ ಕಾರ್ಡ್ ಮಾಡಿಕೊಡುವ ಜಾಲವನ್ನು ಸಂಪೂರ್ಣವಾಗಿ ಧ್ವಂಸ ಮಾಡಬೇಕು [1014, 1823, 1425, 1837]
headline-millets: ಸಿರಿಧಾನ್ಯ ಉತ್ಪಾದನೆಯಲ್ಲಿ ಜಿಲ್ಲೆಗೆ ರಾಜ್ಯದಲ್ಲೇ ಪ್ರಥಮ ಸ್ಥಾನ – ಸಚಿವ ಡಿ. ಸುಧಾಕರ್ [36, 139, 667, 166]
section-rule [36, 1548, 1503, 1549]
issue-date: ಮಂಗಳವಾರ 27 ಜನವರಿ 2026 [95, 89, 336, 113]
photo-road-bhoomi-pooja [222, 1118, 578, 1333]
masthead-rule [30, 128, 1502, 130]
article-farmers-body [784, 1112, 1051, 1542]
headline-constitution-journalist: 'ಭಾರತದ ಸಂವಿಧಾನ ವಿಶ್ವದಲ್ಲಿಯೇ ಶ್ರೇಷ್ಠವಾದುದು' : ಪತ್ರಕರ್ತ ಬಿ ರೇಣುಕೇಶ್ [784, 597, 1503, 627]
